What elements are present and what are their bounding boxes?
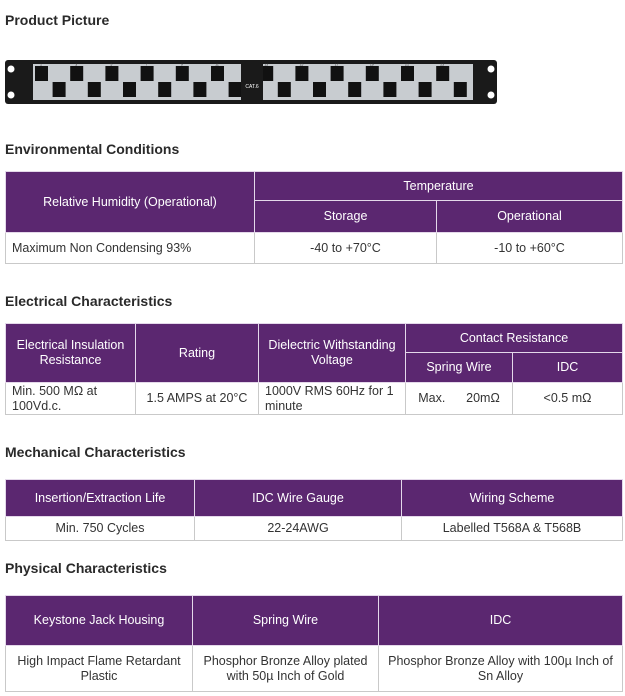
electrical-heading: Electrical Characteristics [5, 293, 173, 309]
port-8 [158, 82, 171, 97]
port-1 [35, 66, 48, 81]
port-number-label: 19 [369, 62, 374, 67]
port-24 [454, 82, 467, 97]
col-storage: Storage [255, 201, 437, 233]
cell-housing: High Impact Flame Retardant Plastic [6, 646, 193, 692]
col-temperature: Temperature [255, 172, 623, 201]
col-housing: Keystone Jack Housing [6, 596, 193, 646]
patch-panel-image [5, 58, 497, 108]
col-gauge: IDC Wire Gauge [195, 480, 402, 517]
port-19 [366, 66, 379, 81]
col-insulation: Electrical Insulation Resistance [6, 324, 136, 383]
col-spring-wire: Spring Wire [406, 353, 513, 383]
port-number-label: 3 [75, 62, 78, 67]
port-23 [436, 66, 449, 81]
mount-hole [8, 66, 15, 73]
mechanical-heading: Mechanical Characteristics [5, 444, 186, 460]
port-20 [383, 82, 396, 97]
port-14 [278, 82, 291, 97]
cell-dielectric: 1000V RMS 60Hz for 1 minute [259, 383, 406, 415]
col-humidity: Relative Humidity (Operational) [6, 172, 255, 233]
port-16 [313, 82, 326, 97]
cell-rating: 1.5 AMPS at 20°C [136, 383, 259, 415]
col-wiring: Wiring Scheme [402, 480, 623, 517]
cell-idc: Phosphor Bronze Alloy with 100µ Inch of Sn Alloy [379, 646, 623, 692]
cell-storage: -40 to +70°C [255, 233, 437, 264]
cell-wiring: Labelled T568A & T568B [402, 517, 623, 541]
cell-humidity: Maximum Non Condensing 93% [6, 233, 255, 264]
col-spring-wire: Spring Wire [193, 596, 379, 646]
port-17 [331, 66, 344, 81]
port-2 [53, 82, 66, 97]
mount-hole [488, 66, 495, 73]
cell-gauge: 22-24AWG [195, 517, 402, 541]
port-number-label: 23 [440, 62, 445, 67]
cell-operational: -10 to +60°C [437, 233, 623, 264]
port-number-label: 17 [334, 62, 339, 67]
panel-divider [241, 64, 263, 100]
cell-spring-wire: Phosphor Bronze Alloy plated with 50µ Inch of Gold [193, 646, 379, 692]
environmental-heading: Environmental Conditions [5, 141, 180, 157]
port-15 [295, 66, 308, 81]
cell-idc: <0.5 mΩ [513, 383, 623, 415]
cell-insulation: Min. 500 MΩ at 100Vd.c. [6, 383, 136, 415]
col-rating: Rating [136, 324, 259, 383]
cell-life: Min. 750 Cycles [6, 517, 195, 541]
col-life: Insertion/Extraction Life [6, 480, 195, 517]
port-number-label: 11 [215, 62, 219, 67]
port-number-label: 1 [40, 62, 42, 67]
cell-spring-wire: Max. 20mΩ [406, 383, 513, 415]
port-6 [123, 82, 136, 97]
port-number-label: 13 [264, 62, 269, 67]
port-number-label: 7 [145, 62, 148, 67]
mount-hole [8, 92, 15, 99]
col-operational: Operational [437, 201, 623, 233]
port-5 [105, 66, 118, 81]
physical-table [5, 595, 623, 692]
port-22 [419, 82, 432, 97]
port-7 [141, 66, 154, 81]
port-9 [176, 66, 189, 81]
col-dielectric: Dielectric Withstanding Voltage [259, 324, 406, 383]
port-number-label: 9 [180, 62, 183, 67]
port-11 [211, 66, 224, 81]
port-number-label: 21 [405, 62, 409, 67]
port-12 [229, 82, 242, 97]
port-number-label: 15 [299, 62, 304, 67]
environmental-table [5, 171, 623, 264]
col-idc: IDC [513, 353, 623, 383]
electrical-table [5, 323, 623, 415]
mechanical-table [5, 479, 623, 541]
mount-hole [488, 92, 495, 99]
col-idc: IDC [379, 596, 623, 646]
port-21 [401, 66, 414, 81]
port-number-label: 5 [110, 62, 113, 67]
port-3 [70, 66, 83, 81]
port-4 [88, 82, 101, 97]
port-10 [193, 82, 206, 97]
physical-heading: Physical Characteristics [5, 560, 167, 576]
col-contact-resistance: Contact Resistance [406, 324, 623, 353]
port-18 [348, 82, 361, 97]
product-picture-heading: Product Picture [5, 12, 110, 28]
cat-label: CAT.6 [245, 84, 259, 90]
